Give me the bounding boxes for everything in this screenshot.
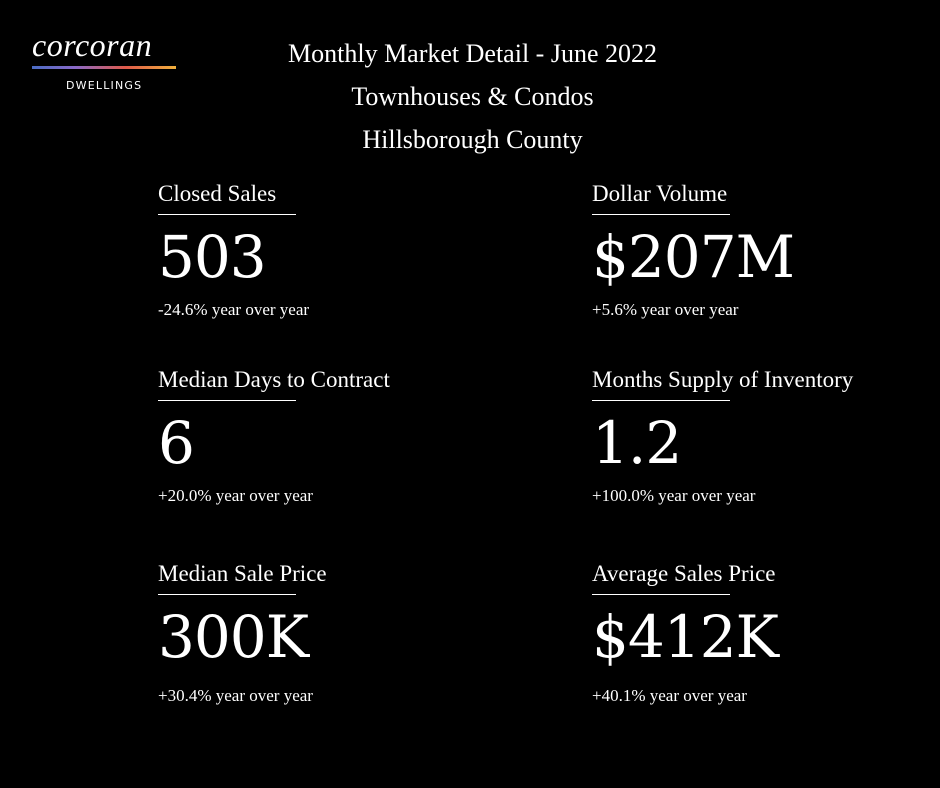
metric-average-sales-price	[592, 560, 922, 707]
metric-divider	[592, 594, 730, 595]
metric-change: +20.0% year over year	[158, 486, 313, 505]
metric-median-sale-price	[158, 560, 488, 707]
metric-divider	[592, 400, 730, 401]
metric-months-supply	[592, 366, 922, 507]
logo-subtitle: DWELLINGS	[66, 79, 143, 92]
report-header	[190, 32, 755, 161]
metric-value: 1.2	[592, 409, 682, 477]
metric-divider	[592, 214, 730, 215]
metric-value: 300K	[158, 603, 309, 671]
report-county: Hillsborough County	[362, 125, 583, 154]
corcoran-logo	[32, 28, 178, 92]
logo-wordmark: corcoran	[32, 27, 153, 63]
metric-value: 6	[158, 409, 194, 477]
metric-divider	[158, 594, 296, 595]
metric-label: Median Sale Price	[158, 561, 327, 586]
metric-label: Months Supply of Inventory	[592, 367, 854, 392]
report-title: Monthly Market Detail - June 2022	[288, 39, 657, 68]
metric-closed-sales	[158, 180, 488, 321]
metric-change: +5.6% year over year	[592, 300, 739, 319]
metric-change: +30.4% year over year	[158, 686, 313, 705]
metric-label: Dollar Volume	[592, 181, 728, 206]
metric-change: +40.1% year over year	[592, 686, 747, 705]
metric-value: $412K	[592, 603, 778, 671]
metric-label: Median Days to Contract	[158, 367, 390, 392]
metric-dollar-volume	[592, 180, 922, 321]
metric-label: Average Sales Price	[592, 561, 776, 586]
metric-median-days-to-contract	[158, 366, 488, 507]
metric-divider	[158, 214, 296, 215]
metric-divider	[158, 400, 296, 401]
metric-change: -24.6% year over year	[158, 300, 310, 319]
metric-change: +100.0% year over year	[592, 486, 756, 505]
metric-label: Closed Sales	[158, 181, 277, 206]
logo-color-bar	[32, 66, 176, 69]
report-property-type: Townhouses & Condos	[351, 82, 594, 111]
metric-value: $207M	[592, 223, 794, 291]
metric-value: 503	[158, 223, 266, 291]
